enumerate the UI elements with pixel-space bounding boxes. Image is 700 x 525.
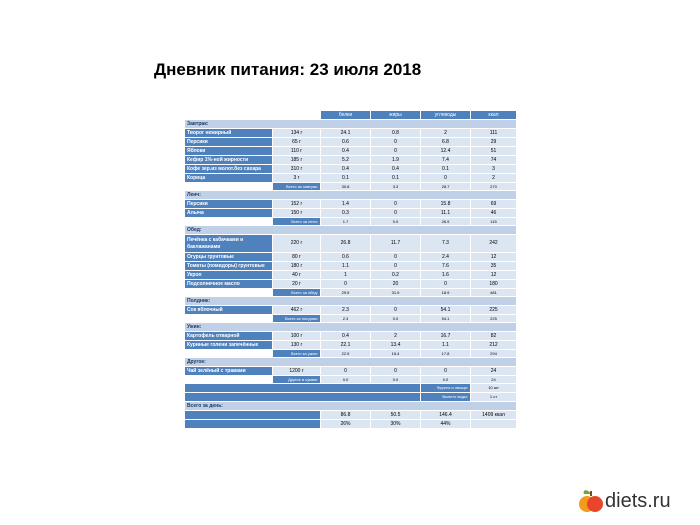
section-title: Завтрак: <box>185 120 517 129</box>
day-total-value: 86.8 <box>321 411 371 420</box>
subtotal-row <box>185 183 517 191</box>
diets-logo[interactable] <box>578 487 688 517</box>
day-total-spacer <box>185 411 321 420</box>
food-carbs: 12.4 <box>421 147 471 156</box>
food-protein: 2.3 <box>321 306 371 315</box>
food-fat: 2 <box>371 332 421 341</box>
subtotal-protein: 29.5 <box>321 289 371 297</box>
day-total-value: 1409 ккал <box>471 411 517 420</box>
food-row <box>185 253 517 262</box>
food-name: Яблоки <box>185 147 273 156</box>
food-carbs: 2 <box>421 129 471 138</box>
food-protein: 1.1 <box>321 262 371 271</box>
food-name: Сок яблочный <box>185 306 273 315</box>
food-kcal: 3 <box>471 165 517 174</box>
extra-spacer <box>185 393 421 402</box>
subtotal-row <box>185 289 517 297</box>
food-kcal: 225 <box>471 306 517 315</box>
header-kcal: ккал <box>471 111 517 120</box>
header-fat: жиры <box>371 111 421 120</box>
extra-label: Фрукты и овощи: <box>421 384 471 393</box>
header-protein: белки <box>321 111 371 120</box>
extra-row <box>185 393 517 402</box>
day-percent-value: 44% <box>421 420 471 429</box>
food-weight: 80 г <box>273 253 321 262</box>
day-total-value: 50.5 <box>371 411 421 420</box>
subtotal-row <box>185 376 517 384</box>
food-weight: 462 г <box>273 306 321 315</box>
food-carbs: 7.3 <box>421 235 471 253</box>
section-row <box>185 297 517 306</box>
food-kcal: 35 <box>471 262 517 271</box>
section-title: Другое: <box>185 358 517 367</box>
section-row <box>185 358 517 367</box>
food-protein: 1 <box>321 271 371 280</box>
header-blank <box>185 111 273 120</box>
food-protein: 0.3 <box>321 209 371 218</box>
subtotal-fat: 0.0 <box>371 376 421 384</box>
food-protein: 1.4 <box>321 200 371 209</box>
food-protein: 26.8 <box>321 235 371 253</box>
food-protein: 0.4 <box>321 332 371 341</box>
food-weight: 130 г <box>273 341 321 350</box>
food-protein: 0.6 <box>321 253 371 262</box>
subtotal-spacer <box>185 376 273 384</box>
subtotal-kcal: 481 <box>471 289 517 297</box>
page-title: Дневник питания: 23 июля 2018 <box>154 60 422 79</box>
subtotal-fat: 15.4 <box>371 350 421 358</box>
food-name: Персики <box>185 200 273 209</box>
food-fat: 13.4 <box>371 341 421 350</box>
section-row <box>185 191 517 200</box>
food-protein: 22.1 <box>321 341 371 350</box>
subtotal-label: Всего за ленч: <box>273 218 321 226</box>
food-name: Картофель отварной <box>185 332 273 341</box>
subtotal-kcal: 24 <box>471 376 517 384</box>
subtotal-row <box>185 350 517 358</box>
food-kcal: 46 <box>471 209 517 218</box>
food-row <box>185 138 517 147</box>
food-fat: 20 <box>371 280 421 289</box>
day-total-title: Всего за день: <box>185 402 517 411</box>
food-weight: 185 г <box>273 156 321 165</box>
food-weight: 180 г <box>273 262 321 271</box>
extra-spacer <box>185 384 421 393</box>
food-kcal: 51 <box>471 147 517 156</box>
food-protein: 0.4 <box>321 165 371 174</box>
food-row <box>185 280 517 289</box>
subtotal-spacer <box>185 289 273 297</box>
food-protein: 0 <box>321 367 371 376</box>
food-weight: 40 г <box>273 271 321 280</box>
subtotal-kcal: 294 <box>471 350 517 358</box>
food-fat: 0.1 <box>371 174 421 183</box>
apple-icon <box>578 487 604 515</box>
header-blank <box>273 111 321 120</box>
food-row <box>185 262 517 271</box>
section-title: Ленч: <box>185 191 517 200</box>
food-carbs: 11.1 <box>421 209 471 218</box>
food-kcal: 29 <box>471 138 517 147</box>
section-row <box>185 226 517 235</box>
food-name: Чай зелёный с травами <box>185 367 273 376</box>
food-protein: 24.1 <box>321 129 371 138</box>
food-kcal: 12 <box>471 253 517 262</box>
food-fat: 0.8 <box>371 129 421 138</box>
food-weight: 65 г <box>273 138 321 147</box>
subtotal-spacer <box>185 350 273 358</box>
food-protein: 0 <box>321 280 371 289</box>
day-percent-row <box>185 420 517 429</box>
food-carbs: 0.1 <box>421 165 471 174</box>
extra-value: 1 ст <box>471 393 517 402</box>
food-row <box>185 306 517 315</box>
food-row <box>185 129 517 138</box>
food-row <box>185 165 517 174</box>
food-row <box>185 209 517 218</box>
section-title: Ужин: <box>185 323 517 332</box>
day-total-title-row <box>185 402 517 411</box>
food-name: Алыча <box>185 209 273 218</box>
food-carbs: 0 <box>421 174 471 183</box>
food-carbs: 0 <box>421 280 471 289</box>
food-carbs: 15.8 <box>421 200 471 209</box>
subtotal-row <box>185 315 517 323</box>
food-protein: 0.6 <box>321 138 371 147</box>
subtotal-protein: 0.0 <box>321 376 371 384</box>
food-fat: 0 <box>371 147 421 156</box>
food-kcal: 69 <box>471 200 517 209</box>
food-row <box>185 235 517 253</box>
subtotal-protein: 2.3 <box>321 315 371 323</box>
day-percent-spacer <box>185 420 321 429</box>
food-weight: 134 г <box>273 129 321 138</box>
food-fat: 0 <box>371 209 421 218</box>
food-name: Огурцы грунтовые <box>185 253 273 262</box>
food-name: Кефир 1%-ной жирности <box>185 156 273 165</box>
subtotal-row <box>185 218 517 226</box>
food-name: Подсолнечное масло <box>185 280 273 289</box>
food-protein: 0.1 <box>321 174 371 183</box>
food-carbs: 1.6 <box>421 271 471 280</box>
subtotal-kcal: 270 <box>471 183 517 191</box>
food-kcal: 111 <box>471 129 517 138</box>
subtotal-carbs: 54.1 <box>421 315 471 323</box>
table-body <box>185 120 517 429</box>
food-carbs: 0 <box>421 367 471 376</box>
subtotal-protein: 1.7 <box>321 218 371 226</box>
subtotal-carbs: 17.8 <box>421 350 471 358</box>
subtotal-carbs: 0.0 <box>421 376 471 384</box>
subtotal-spacer <box>185 183 273 191</box>
food-carbs: 1.1 <box>421 341 471 350</box>
food-weight: 1200 г <box>273 367 321 376</box>
subtotal-label: Всего за завтрак: <box>273 183 321 191</box>
food-kcal: 12 <box>471 271 517 280</box>
food-fat: 0.2 <box>371 271 421 280</box>
food-fat: 11.7 <box>371 235 421 253</box>
food-name: Персики <box>185 138 273 147</box>
subtotal-fat: 3.3 <box>371 183 421 191</box>
subtotal-carbs: 26.9 <box>421 218 471 226</box>
food-fat: 0 <box>371 367 421 376</box>
subtotal-spacer <box>185 315 273 323</box>
food-weight: 150 г <box>273 209 321 218</box>
food-kcal: 212 <box>471 341 517 350</box>
food-fat: 1.9 <box>371 156 421 165</box>
day-total-row <box>185 411 517 420</box>
subtotal-protein: 30.8 <box>321 183 371 191</box>
subtotal-label: Всего за ужин: <box>273 350 321 358</box>
table-header-row <box>185 111 517 120</box>
food-name: Укроп <box>185 271 273 280</box>
food-fat: 0 <box>371 253 421 262</box>
food-carbs: 54.1 <box>421 306 471 315</box>
food-kcal: 24 <box>471 367 517 376</box>
subtotal-label: Всего за обед: <box>273 289 321 297</box>
subtotal-fat: 0.0 <box>371 218 421 226</box>
food-fat: 0 <box>371 200 421 209</box>
extra-value: 10 шт <box>471 384 517 393</box>
food-protein: 0.4 <box>321 147 371 156</box>
day-percent-value: 26% <box>321 420 371 429</box>
food-name: Печёнка с кабачками и баклажанами <box>185 235 273 253</box>
section-row <box>185 120 517 129</box>
food-row <box>185 174 517 183</box>
food-row <box>185 271 517 280</box>
food-carbs: 7.4 <box>421 156 471 165</box>
food-name: Томаты (помидоры) грунтовые <box>185 262 273 271</box>
food-weight: 3 г <box>273 174 321 183</box>
food-kcal: 74 <box>471 156 517 165</box>
food-weight: 100 г <box>273 332 321 341</box>
food-kcal: 180 <box>471 280 517 289</box>
food-diary-sheet <box>184 110 516 429</box>
subtotal-label: Другое в сумме: <box>273 376 321 384</box>
food-row <box>185 200 517 209</box>
logo-text: diets.ru <box>605 490 671 512</box>
food-weight: 310 г <box>273 165 321 174</box>
food-row <box>185 341 517 350</box>
subtotal-carbs: 28.7 <box>421 183 471 191</box>
subtotal-kcal: 225 <box>471 315 517 323</box>
food-protein: 5.2 <box>321 156 371 165</box>
header-carbs: углеводы <box>421 111 471 120</box>
section-title: Полдник: <box>185 297 517 306</box>
food-kcal: 2 <box>471 174 517 183</box>
food-carbs: 7.6 <box>421 262 471 271</box>
food-row <box>185 147 517 156</box>
food-kcal: 242 <box>471 235 517 253</box>
day-percent-empty <box>471 420 517 429</box>
day-total-value: 146.4 <box>421 411 471 420</box>
food-row <box>185 156 517 165</box>
section-row <box>185 323 517 332</box>
food-name: Творог нежирный <box>185 129 273 138</box>
subtotal-label: Всего за полдник: <box>273 315 321 323</box>
food-carbs: 6.8 <box>421 138 471 147</box>
extra-label: Выпито воды: <box>421 393 471 402</box>
food-fat: 0 <box>371 262 421 271</box>
food-fat: 0.4 <box>371 165 421 174</box>
food-weight: 220 г <box>273 235 321 253</box>
food-fat: 0 <box>371 138 421 147</box>
extra-row <box>185 384 517 393</box>
subtotal-carbs: 18.9 <box>421 289 471 297</box>
food-weight: 110 г <box>273 147 321 156</box>
subtotal-kcal: 115 <box>471 218 517 226</box>
food-carbs: 2.4 <box>421 253 471 262</box>
food-name: Корица <box>185 174 273 183</box>
section-title: Обед: <box>185 226 517 235</box>
food-kcal: 82 <box>471 332 517 341</box>
subtotal-spacer <box>185 218 273 226</box>
day-percent-value: 30% <box>371 420 421 429</box>
food-row <box>185 332 517 341</box>
food-name: Кофе зер.из молот.без сахара <box>185 165 273 174</box>
food-fat: 0 <box>371 306 421 315</box>
food-weight: 20 г <box>273 280 321 289</box>
subtotal-protein: 22.5 <box>321 350 371 358</box>
food-weight: 152 г <box>273 200 321 209</box>
food-row <box>185 367 517 376</box>
food-carbs: 16.7 <box>421 332 471 341</box>
subtotal-fat: 0.0 <box>371 315 421 323</box>
subtotal-fat: 31.9 <box>371 289 421 297</box>
food-diary-table <box>184 110 517 429</box>
food-name: Куриные голени запечённые <box>185 341 273 350</box>
